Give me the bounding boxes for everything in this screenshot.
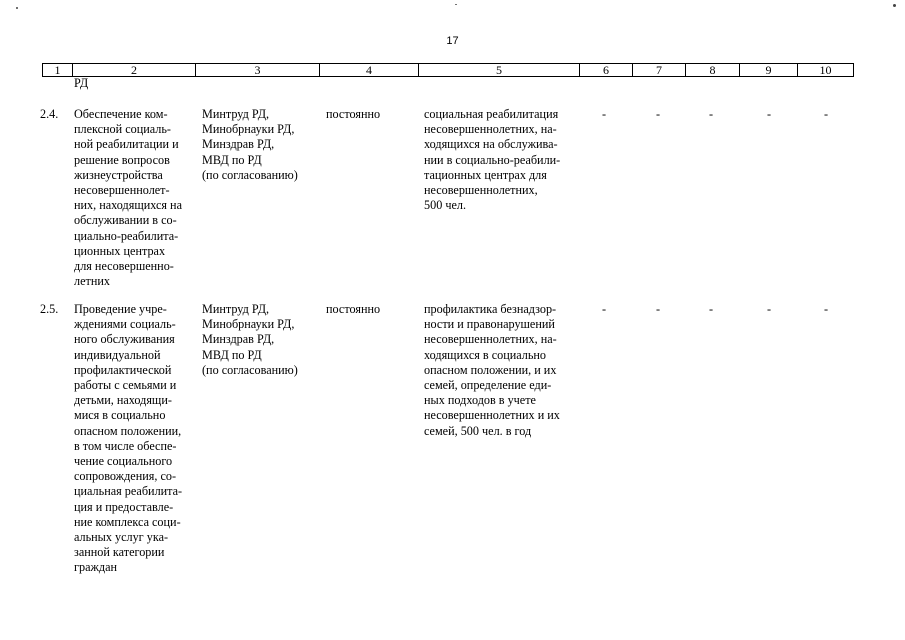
text-line: циальная реабилита- bbox=[74, 484, 183, 499]
text-line: Минтруд РД, bbox=[202, 107, 270, 121]
text-line: опасном положении, и их bbox=[424, 362, 557, 377]
text-line: чение социального bbox=[74, 454, 173, 469]
text-line: для несовершенно- bbox=[74, 259, 174, 274]
text-line: решение вопросов bbox=[74, 152, 170, 167]
text-line: МВД по РД bbox=[202, 347, 262, 362]
text-line: ние комплекса соци- bbox=[74, 514, 181, 529]
text-line: сопровождения, со- bbox=[74, 469, 177, 484]
text-line: занной категории bbox=[74, 545, 165, 560]
text-line: (по согласованию) bbox=[202, 362, 298, 377]
value-col-6: - bbox=[601, 107, 607, 121]
text-line: Обеспечение ком- bbox=[74, 107, 168, 121]
measure-description bbox=[74, 107, 188, 289]
text-line: Минздрав РД, bbox=[202, 332, 275, 347]
value-col-10: - bbox=[823, 302, 829, 316]
text-line: несовершеннолетних и их bbox=[424, 408, 560, 423]
column-header-2: 2 bbox=[73, 64, 196, 77]
value-col-9: - bbox=[766, 302, 772, 316]
text-line: них, находящихся на bbox=[74, 198, 182, 213]
term: постоянно bbox=[326, 302, 381, 316]
text-line: ция и предоставле- bbox=[74, 499, 174, 514]
text-line: опасном положении, bbox=[74, 423, 182, 438]
column-header-6: 6 bbox=[580, 64, 633, 77]
column-header-row bbox=[42, 63, 854, 77]
text-line: (по согласованию) bbox=[202, 167, 298, 182]
value-col-9: - bbox=[766, 107, 772, 121]
text-line: ного обслуживания bbox=[74, 332, 175, 347]
text-line: тационных центрах для bbox=[424, 167, 547, 182]
text-line: плексной социаль- bbox=[74, 122, 171, 137]
text-line: 500 чел. bbox=[424, 198, 466, 213]
column-header-3: 3 bbox=[196, 64, 320, 77]
text-line: в том числе обеспе- bbox=[74, 438, 177, 453]
text-line: ных подходов в учете bbox=[424, 393, 536, 408]
column-header-7: 7 bbox=[633, 64, 686, 77]
scan-speck bbox=[455, 4, 457, 5]
column-header-8: 8 bbox=[686, 64, 740, 77]
executors bbox=[202, 302, 320, 378]
text-line: семей, определение еди- bbox=[424, 378, 552, 393]
value-col-7: - bbox=[655, 107, 661, 121]
continuation-text: РД bbox=[74, 76, 89, 90]
text-line: ждениями социаль- bbox=[74, 317, 176, 332]
value-col-8: - bbox=[708, 302, 714, 316]
text-line: детьми, находящи- bbox=[74, 393, 172, 408]
column-header-1: 1 bbox=[43, 64, 73, 77]
text-line: семей, 500 чел. в год bbox=[424, 423, 532, 438]
column-header-9: 9 bbox=[740, 64, 798, 77]
expected-result bbox=[424, 302, 572, 439]
text-line: жизнеустройства bbox=[74, 167, 163, 182]
text-line: циально-реабилита- bbox=[74, 228, 179, 243]
column-header-5: 5 bbox=[419, 64, 580, 77]
text-line: несовершеннолетних, на- bbox=[424, 122, 557, 137]
measure-description bbox=[74, 302, 188, 576]
text-line: обслуживании в со- bbox=[74, 213, 177, 228]
text-line: мися в социально bbox=[74, 408, 166, 423]
value-col-7: - bbox=[655, 302, 661, 316]
text-line: ходящихся в социально bbox=[424, 347, 547, 362]
text-line: МВД по РД bbox=[202, 152, 262, 167]
text-line: ционных центрах bbox=[74, 243, 166, 258]
value-col-8: - bbox=[708, 107, 714, 121]
text-line: индивидуальной bbox=[74, 347, 161, 362]
text-line: Минобрнауки РД, bbox=[202, 122, 295, 137]
text-line: альных услуг ука- bbox=[74, 530, 169, 545]
term: постоянно bbox=[326, 107, 381, 121]
text-line: Проведение учре- bbox=[74, 302, 167, 316]
text-line: профилактической bbox=[74, 362, 172, 377]
text-line: ности и правонарушений bbox=[424, 317, 555, 332]
text-line: работы с семьями и bbox=[74, 378, 177, 393]
executors bbox=[202, 107, 320, 183]
page-number: 17 bbox=[446, 35, 459, 47]
column-header-4: 4 bbox=[320, 64, 419, 77]
text-line: ходящихся на обслужива- bbox=[424, 137, 558, 152]
expected-result bbox=[424, 107, 572, 213]
text-line: ной реабилитации и bbox=[74, 137, 179, 152]
text-line: нии в социально-реабили- bbox=[424, 152, 561, 167]
scan-speck bbox=[16, 7, 18, 9]
column-header-10: 10 bbox=[798, 64, 854, 77]
row-number: 2.5. bbox=[40, 302, 59, 316]
text-line: социальная реабилитация bbox=[424, 107, 559, 121]
text-line: профилактика безнадзор- bbox=[424, 302, 557, 316]
text-line: Минобрнауки РД, bbox=[202, 317, 295, 332]
scan-speck bbox=[893, 4, 896, 7]
text-line: Минздрав РД, bbox=[202, 137, 275, 152]
row-number: 2.4. bbox=[40, 107, 59, 121]
text-line: несовершеннолетних, bbox=[424, 183, 538, 198]
text-line: Минтруд РД, bbox=[202, 302, 270, 316]
text-line: несовершеннолет- bbox=[74, 183, 170, 198]
text-line: летних bbox=[74, 274, 110, 289]
text-line: несовершеннолетних, на- bbox=[424, 332, 557, 347]
value-col-6: - bbox=[601, 302, 607, 316]
text-line: граждан bbox=[74, 560, 118, 575]
value-col-10: - bbox=[823, 107, 829, 121]
